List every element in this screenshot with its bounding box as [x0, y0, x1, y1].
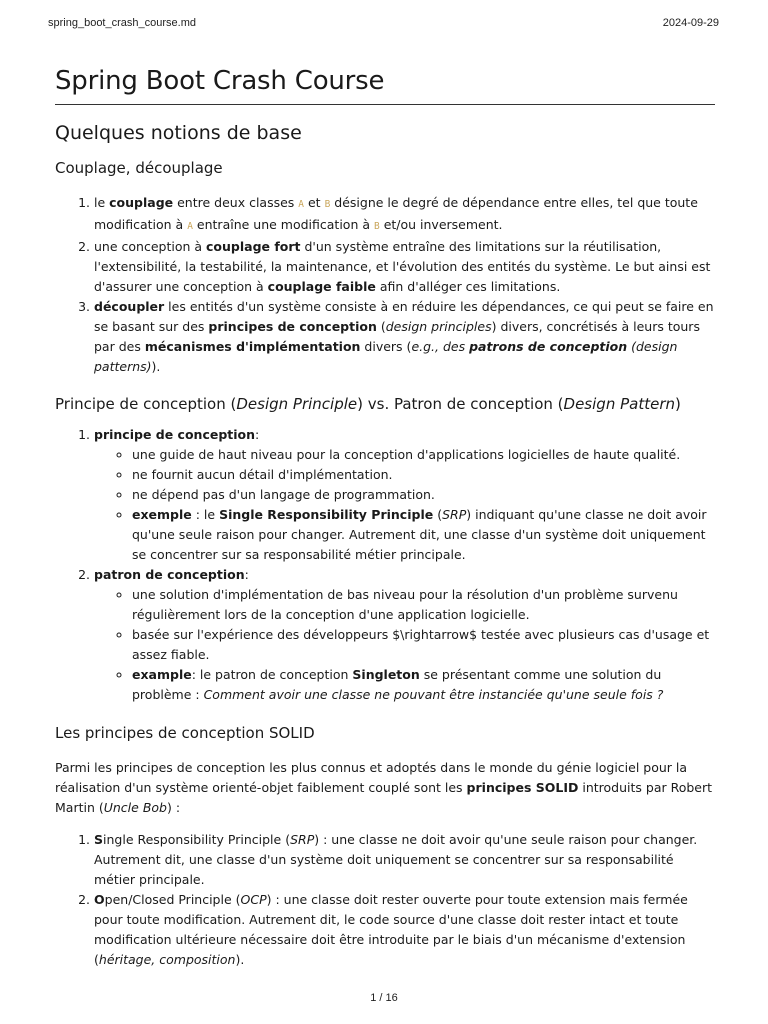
principe-list — [55, 425, 715, 705]
subheading-principe: Principe de conception (Design Principle) vs. Patron de conception (Design Pattern) — [55, 395, 681, 413]
list-item: 2. Open/Closed Principle (OCP) : une classe doit rester ouverte pour toute extension mais fermée pour toute modification. Autrement dit, le code source d'une classe doit rester intact et toute modification ultérieure nécessaire doit être introduite par le biais d'un mécanisme d'extension (héritage, composition). — [94, 890, 715, 970]
list-item: ◦ ne dépend pas d'un langage de programmation. — [132, 485, 715, 505]
page-title: Spring Boot Crash Course — [55, 64, 715, 105]
document-body — [55, 64, 715, 970]
list-item: ◦ exemple : le Single Responsibility Principle (SRP) indiquant qu'une classe ne doit avoir qu'une seule raison pour changer. Autrement dit, une classe d'un système doit uniquement se concentrer sur sa responsabilité métier principale. — [132, 505, 715, 565]
list-item: ◦ une solution d'implémentation de bas niveau pour la résolution d'un problème survenu régulièrement lors de la conception d'une application logicielle. — [132, 585, 715, 625]
subheading-couplage: Couplage, découplage — [55, 159, 223, 177]
patron-sublist — [94, 585, 715, 705]
list-item: ◦ une guide de haut niveau pour la conception d'applications logicielles de haute qualité. — [132, 445, 715, 465]
list-item: 3. découpler les entités d'un système consiste à en réduire les dépendances, ce qui peut se faire en se basant sur des principes de conception (design principles) divers, concrétisés à leurs tours par des mécanismes d'implémentation divers (e.g., des patrons de conception (design patterns)). — [94, 297, 715, 377]
list-item: ◦ ne fournit aucun détail d'implémentation. — [132, 465, 715, 485]
subheading-solid: Les principes de conception SOLID — [55, 724, 315, 742]
page-number: 1 / 16 — [370, 992, 398, 1004]
principe-sublist — [94, 445, 715, 565]
couplage-list — [55, 193, 715, 377]
list-item: ◦ example: le patron de conception Singleton se présentant comme une solution du problème : Comment avoir une classe ne pouvant être instanciée qu'une seule fois ? — [132, 665, 715, 705]
list-item: 1. principe de conception: ◦ une guide de haut niveau pour la conception d'applications logicielles de haute qualité. ◦ ne fournit aucun détail d'implémentation. ◦ ne dépend pas d'un langage de programmation. ◦ exemple : le Single Responsibility Principle (SRP) indiquant qu'une classe ne doit avoir qu'une seule raison pour changer. Autrement dit, une classe d'un système doit uniquement se concentrer sur sa responsabilité métier principale. — [94, 425, 715, 565]
list-item: ◦ basée sur l'expérience des développeurs $\rightarrow$ testée avec plusieurs cas d'usage et assez fiable. — [132, 625, 715, 665]
header-filename: spring_boot_crash_course.md — [48, 17, 196, 29]
list-item: 1. le couplage entre deux classes A et B désigne le degré de dépendance entre elles, tel que toute modification à A entraîne une modification à B et/ou inversement. — [94, 193, 715, 237]
list-item: 1. Single Responsibility Principle (SRP) : une classe ne doit avoir qu'une seule raison pour changer. Autrement dit, une classe d'un système doit uniquement se concentrer sur sa responsabilité métier principale. — [94, 830, 715, 890]
list-item: 2. une conception à couplage fort d'un système entraîne des limitations sur la réutilisation, l'extensibilité, la testabilité, la maintenance, et l'évolution des entités du système. Le but ainsi est d'assurer une conception à couplage faible afin d'alléger ces limitations. — [94, 237, 715, 297]
header-date: 2024-09-29 — [662, 17, 719, 29]
list-item: 2. patron de conception: ◦ une solution d'implémentation de bas niveau pour la résolution d'un problème survenu régulièrement lors de la conception d'une application logicielle. ◦ basée sur l'expérience des développeurs $\rightarrow$ testée avec plusieurs cas d'usage et assez fiable. ◦ example: le patron de conception Singleton se présentant comme une solution du problème : Comment avoir une classe ne pouvant être instanciée qu'une seule fois ? — [94, 565, 715, 705]
solid-intro: Parmi les principes de conception les plus connus et adoptés dans le monde du génie logiciel pour la réalisation d'un système orienté-objet faiblement couplé sont les principes SOLID introduits par Robert Martin (Uncle Bob) : — [55, 760, 713, 815]
solid-list — [55, 830, 715, 970]
section-heading-notions: Quelques notions de base — [55, 122, 302, 144]
